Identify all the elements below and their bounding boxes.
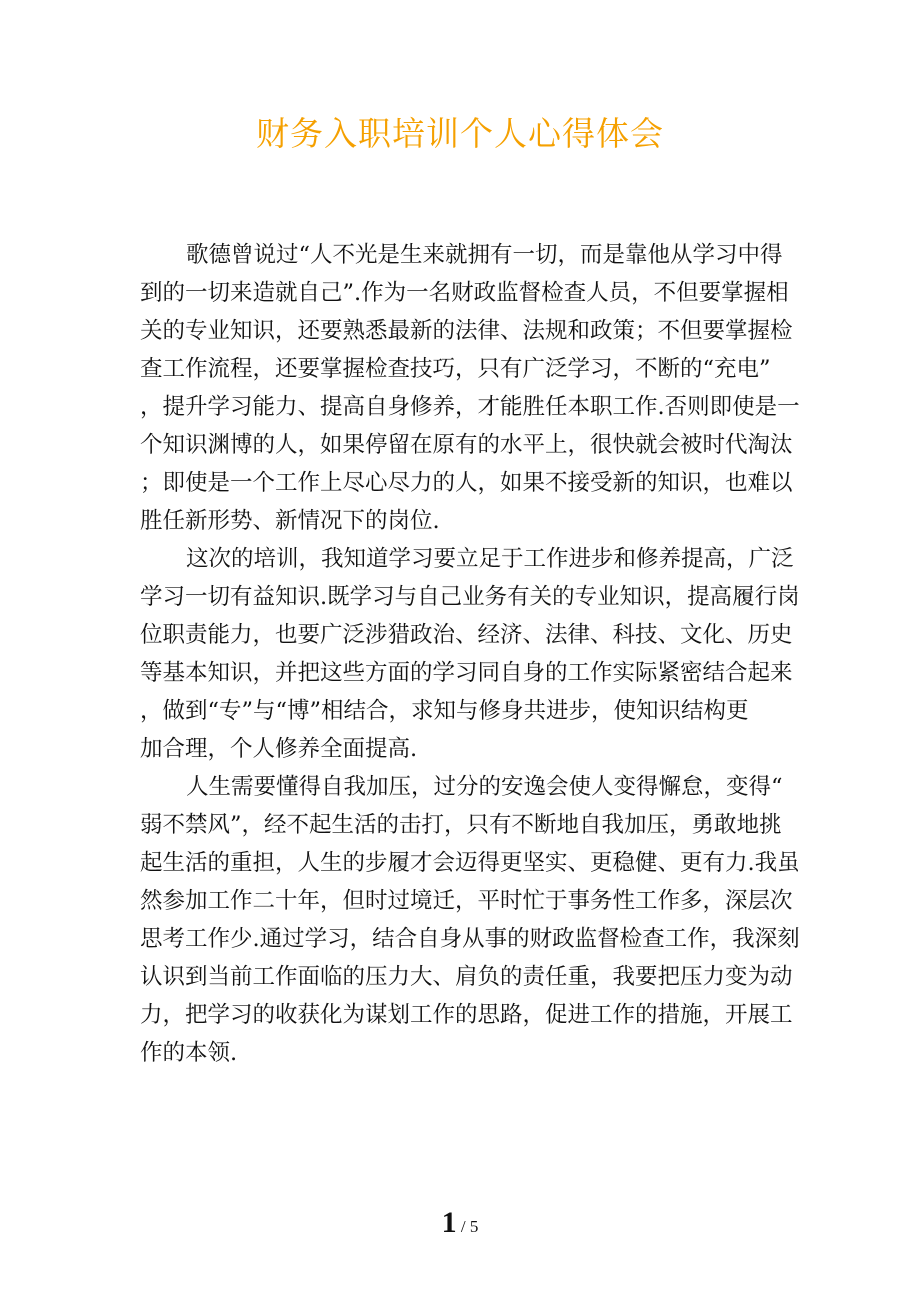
text-line: 加合理，个人修养全面提高.	[140, 736, 418, 762]
paragraph-2	[140, 540, 800, 768]
text-line: 起生活的重担，人生的步履才会迈得更坚实、更稳健、更有力.我虽	[140, 850, 800, 876]
text-line: 胜任新形势、新情况下的岗位.	[140, 508, 440, 534]
text-line: 等基本知识，并把这些方面的学习同自身的工作实际紧密结合起来	[140, 660, 793, 686]
text-line: 认识到当前工作面临的压力大、肩负的责任重，我要把压力变为动	[140, 964, 793, 990]
current-page-number: 1	[441, 1206, 457, 1239]
text-line: ；即使是一个工作上尽心尽力的人，如果不接受新的知识，也难以	[140, 470, 793, 496]
text-line: 到的一切来造就自己”.作为一名财政监督检查人员，不但要掌握相	[140, 280, 789, 306]
text-line: 弱不禁风”，经不起生活的击打，只有不断地自我加压，勇敢地挑	[140, 812, 782, 838]
text-line: 位职责能力，也要广泛涉猎政治、经济、法律、科技、文化、历史	[140, 622, 793, 648]
text-line: 然参加工作二十年，但时过境迁，平时忙于事务性工作多，深层次	[140, 888, 793, 914]
text-line: 查工作流程，还要掌握检查技巧，只有广泛学习，不断的“充电”	[140, 356, 771, 382]
document-title: 财务入职培训个人心得体会	[256, 114, 664, 153]
paragraph-3	[140, 768, 800, 1072]
paragraph-1	[140, 236, 800, 540]
text-line: ，做到“专”与“博”相结合，求知与修身共进步，使知识结构更	[140, 698, 749, 724]
text-line: 力，把学习的收获化为谋划工作的思路，促进工作的措施，开展工	[140, 1002, 793, 1028]
text-line: 思考工作少.通过学习，结合自身从事的财政监督检查工作，我深刻	[140, 926, 800, 952]
text-line: 这次的培训，我知道学习要立足于工作进步和修养提高，广泛	[186, 546, 794, 572]
text-line: 关的专业知识，还要熟悉最新的法律、法规和政策；不但要掌握检	[140, 318, 793, 344]
text-line: 学习一切有益知识.既学习与自己业务有关的专业知识，提高履行岗	[140, 584, 800, 610]
text-line: 歌德曾说过“人不光是生来就拥有一切，而是靠他从学习中得	[186, 242, 783, 268]
page-number	[0, 1206, 920, 1240]
text-line: 作的本领.	[140, 1040, 238, 1066]
total-pages: / 5	[456, 1217, 479, 1236]
document-body	[140, 236, 800, 1072]
text-line: ，提升学习能力、提高自身修养，才能胜任本职工作.否则即使是一	[140, 394, 800, 420]
text-line: 人生需要懂得自我加压，过分的安逸会使人变得懈怠，变得“	[186, 774, 783, 800]
text-line: 个知识渊博的人，如果停留在原有的水平上，很快就会被时代淘汰	[140, 432, 793, 458]
